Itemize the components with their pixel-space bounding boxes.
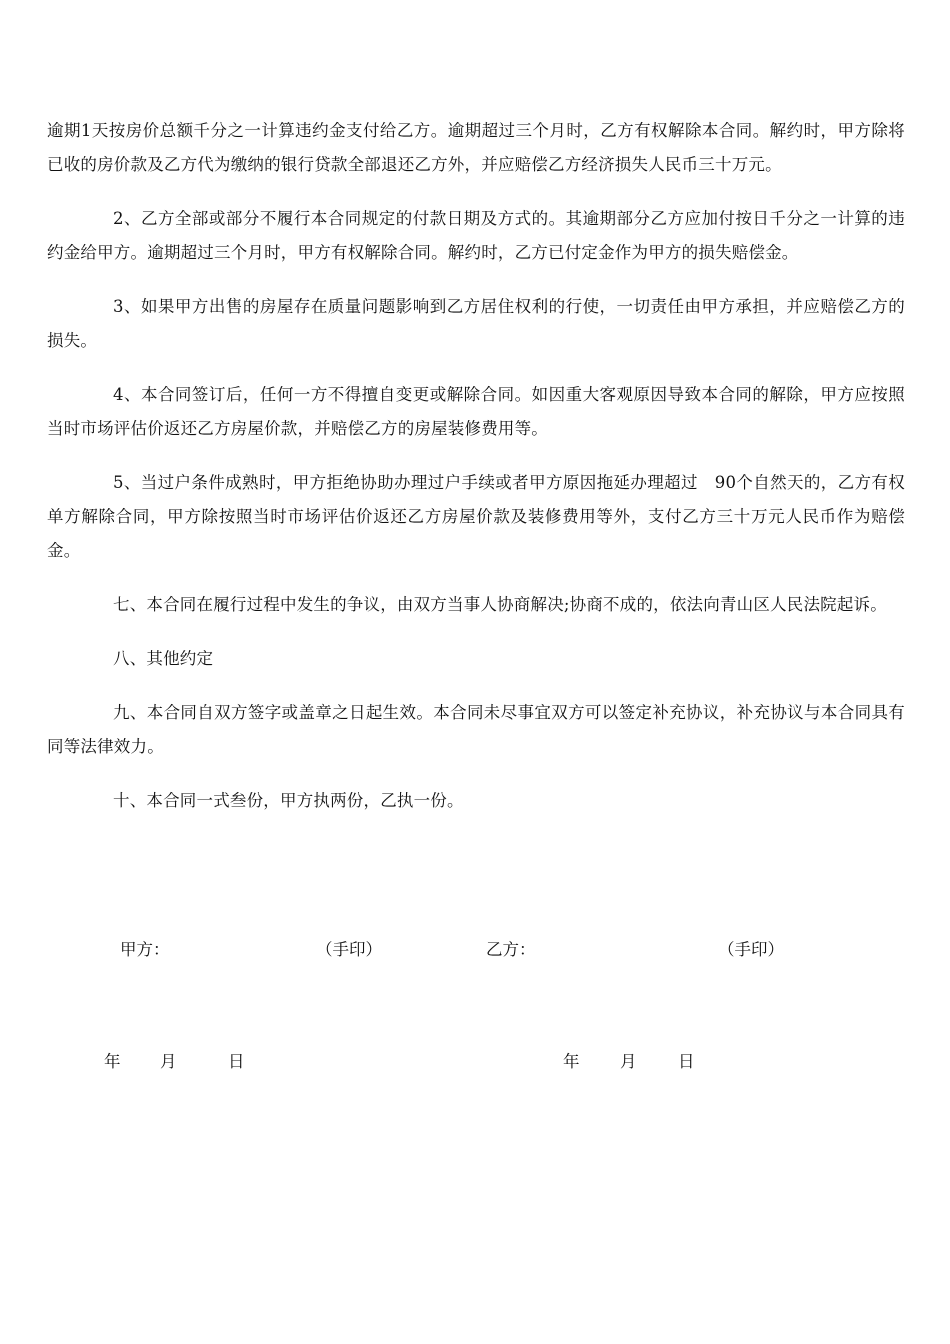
party-b-date-year: 年 (563, 1052, 580, 1071)
party-a-label: 甲方： (120, 940, 170, 959)
party-b-date-day: 日 (678, 1052, 695, 1071)
date-row (0, 1044, 950, 1080)
party-b-date-month: 月 (620, 1052, 637, 1071)
paragraph-section-8: 八、其他约定 (113, 649, 214, 668)
paragraph-section-9: 九、本合同自双方签字或盖章之日起生效。本合同未尽事宜双方可以签定补充协议，补充协议与本合同具有同等法律效力。 (47, 703, 905, 756)
party-b-handprint: （手印） (718, 940, 784, 959)
signature-row (0, 932, 950, 968)
paragraph-section-10: 十、本合同一式叁份，甲方执两份，乙执一份。 (113, 791, 464, 810)
party-a-date-month: 月 (160, 1052, 177, 1071)
paragraph-clause-3: 3、如果甲方出售的房屋存在质量问题影响到乙方居住权利的行使，一切责任由甲方承担，并应赔偿乙方的损失。 (47, 297, 905, 350)
party-a-handprint: （手印） (316, 940, 382, 959)
party-b-label: 乙方： (486, 940, 536, 959)
paragraph-clause-4: 4、本合同签订后，任何一方不得擅自变更或解除合同。如因重大客观原因导致本合同的解除，甲方应按照当时市场评估价返还乙方房屋价款，并赔偿乙方的房屋装修费用等。 (47, 385, 905, 438)
party-a-date-year: 年 (104, 1052, 121, 1071)
contract-body (47, 114, 905, 838)
paragraph-penalty-continuation: 逾期1天按房价总额千分之一计算违约金支付给乙方。逾期超过三个月时，乙方有权解除本合同。解约时，甲方除将已收的房价款及乙方代为缴纳的银行贷款全部退还乙方外，并应赔偿乙方经济损失人民币三十万元。 (47, 121, 905, 174)
paragraph-clause-5: 5、当过户条件成熟时，甲方拒绝协助办理过户手续或者甲方原因拖延办理超过 90个自然天的，乙方有权单方解除合同，甲方除按照当时市场评估价返还乙方房屋价款及装修费用等外，支付乙方三十万元人民币作为赔偿金。 (47, 473, 905, 560)
paragraph-section-7: 七、本合同在履行过程中发生的争议，由双方当事人协商解决;协商不成的，依法向青山区人民法院起诉。 (113, 595, 887, 614)
party-a-date-day: 日 (228, 1052, 245, 1071)
paragraph-clause-2: 2、乙方全部或部分不履行本合同规定的付款日期及方式的。其逾期部分乙方应加付按日千分之一计算的违约金给甲方。逾期超过三个月时，甲方有权解除合同。解约时，乙方已付定金作为甲方的损失赔偿金。 (47, 209, 905, 262)
